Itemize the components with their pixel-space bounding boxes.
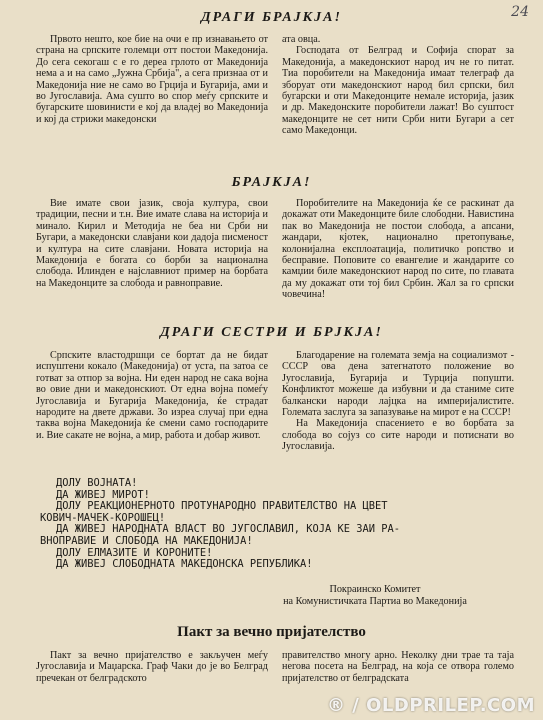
slogan-line: ВНОПРАВИЕ И СЛОБОДА НА МАКЕДОНИЈА!	[40, 534, 253, 547]
paragraph: Господата от Белград и Софија спорат за Македонија, а македонскиот народ ич не го питат. Тиа поробители на Македонија имаат телеграф да зборуат оти македонскиот народ бил српски, бил бугарски и оти Македонците немале историја, јазик и др. Македонските поробители лажат! Во суштост македонците не сет нити Срби нити Бугари а сет само Македонци.	[282, 45, 514, 137]
paragraph: Првото нешто, кое бие на очи е пр изнавањето от страна на српските големци отт постои Македонија. До сега секогаш с е го дереа грлото от Македонија нема а и на само „Јужна Србија", а сега признаа от и Македонија ние не само во Грција и Бугарија, ами и во Југославија. Ама сушто во спор меѓу српските и бугарските шовинисти е кој да владеј во Македонија и кој да стрижи македонски	[36, 34, 268, 125]
paragraph: На Македонија спасението е во борбата за слобода во сојуз со сите народи и потиснати во Југославија.	[282, 418, 514, 453]
watermark-logo: ® / OLDPRILEP.COM	[327, 695, 535, 716]
paragraph: Благодарение на големата земја на социализмот - СССР ова дена затегнатото положение во Југославија, Бугарија и Турција попушти. Конфликтот можеше да избувни и да станиме сите балкански народи лајцка на империјалистите. Големата заслуга за запазување на мирот е на СССР!	[282, 350, 514, 419]
section-1-left-column	[36, 34, 268, 125]
paragraph: Српските властодршци се бортат да не бидат испуштени кокало (Македонија) от уста, па затоа се готват за отпор за војна. Ни еден народ не сака војна во овие дни и македонскиот. От една војна помеѓу Југославија и Бугарија Македонија, ќе страдат народите на двете држави. Зо изреа случај при една таква војна Македонија ќе смени само господарите и. Вие сакате не војна, а мир, работа и добар живот.	[36, 350, 268, 441]
slogan-line: ДОЛУ ЕЛМАЗИТЕ И КОРОНИТЕ!	[56, 546, 213, 559]
slogans-block	[40, 478, 510, 571]
page-number: 24	[511, 4, 529, 20]
paragraph: Пакт за вечно пријателство е закључен меѓу Југославија и Маџарска. Граф Чаки до је во Белград пречекан от белградското	[36, 650, 268, 684]
slogan-line: ДОЛУ ВОЈНАТА!	[56, 477, 138, 489]
slogan-line: КОВИЧ-МАЧЕК-КОРОШЕЦ!	[40, 511, 166, 524]
paragraph: правителство многу арно. Неколку дни трае та таја негова посета на Белград, на која се отвора големо пријателство от белградската	[282, 650, 514, 684]
slogan-line: ДА ЖИВЕЈ НАРОДНАТА ВЛАСТ ВО ЈУГОСЛАВИЛ, КОЈА КЕ ЗАИ РА-	[56, 523, 401, 536]
signature-committee: Покраинско Комитет	[329, 584, 421, 595]
heading-dragi-sestri-i-brajkja: ДРАГИ СЕСТРИ И БРЈКЈА!	[160, 325, 383, 340]
section-2-left-column	[36, 198, 268, 289]
paragraph: ата овца.	[282, 34, 321, 45]
paragraph: Поробителите на Македонија ќе се раскинат да докажат оти Македонците биле слободни. Навистина пак во Македонија не постои слобода, а апсани, жандари, кјотек, национално претопување, колонијална експлоатација, политичко ропство и бесправие. Поповите со евангелие и жандарите со камџии биле македонскиот народ по сите, по главата да му докажат оти тој бил Србин. Жал за го српски човечина!	[282, 198, 514, 301]
paragraph: Вие имате свои јазик, своја култура, свои традиции, песни и т.н. Вие имате слава на историја и минало. Кирил и Методија не беа ни Срби ни Бугари, а македонски славјани кои дадоја писменост и култура на сите славјани. Новата историја на Македонија е богата со борби за национална слобода. Илинден е најславниот пример на борбата на Македонците за слобода и равноправие.	[36, 198, 268, 289]
title-pakt: Пакт за вечно пријателство	[177, 624, 366, 640]
section-3-right-column	[282, 350, 514, 453]
section-2-right-column	[282, 198, 514, 301]
slogan-line: ДА ЖИВЕЈ МИРОТ!	[56, 488, 150, 501]
section-3-left-column	[36, 350, 268, 441]
section-1-right-column	[282, 34, 514, 137]
heading-brajkja: БРАЈКЈА!	[231, 175, 312, 190]
signature-party: на Комунистичката Партиа во Македонија	[283, 596, 467, 607]
heading-dragi-brajkja: ДРАГИ БРАЈКЈА!	[201, 10, 342, 25]
slogan-line: ДОЛУ РЕАКЦИОНЕРНОТО ПРОТУНАРОДНО ПРАВИТЕЛСТВО НА ЦВЕТ	[56, 500, 388, 513]
section-4-left-column	[36, 650, 268, 684]
section-4-right-column	[282, 650, 514, 684]
slogan-line: ДА ЖИВЕЈ СЛОБОДНАТА МАКЕДОНСКА РЕПУБЛИКА!	[56, 558, 313, 571]
signature-block	[230, 584, 520, 608]
